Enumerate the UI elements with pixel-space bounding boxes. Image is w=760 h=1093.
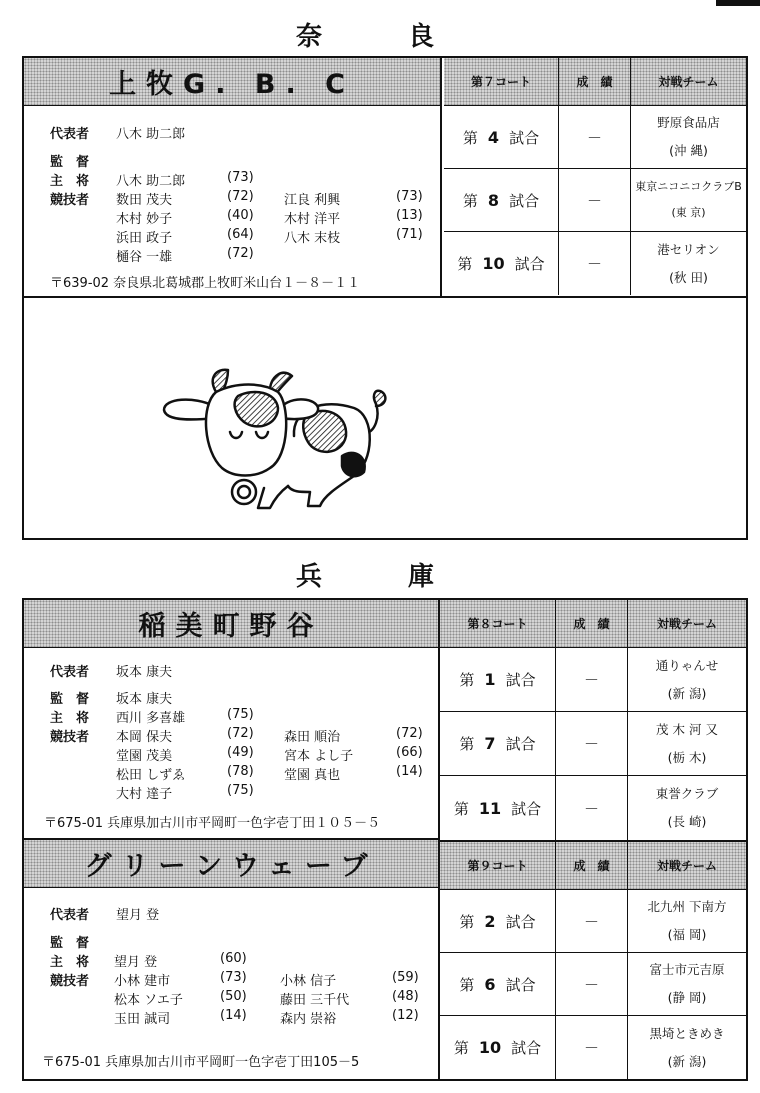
captain-label: 主 将 [50,955,90,970]
captain-age: (60) [220,951,247,966]
opponent-team: 東誉クラブ (長 崎) [655,786,719,829]
captain-age: (75) [227,707,254,722]
team-card-kanmaki [24,58,442,296]
match-schedule-court-9 [440,840,746,1079]
player-age: (14) [396,764,423,779]
player-name: 松田 しずゑ [116,768,186,783]
player-age: (48) [392,989,419,1004]
match-number: 第 8 試合 [444,169,559,231]
opponent-team: 港セリオン (秋 田) [657,241,720,285]
court-label: 第７コート [444,58,559,105]
captain-name: 八木 助二郎 [116,174,186,189]
player-age: (49) [227,745,254,760]
match-result: － [556,953,628,1015]
player-name: 玉田 誠司 [114,1012,171,1027]
schedule-header [444,58,746,106]
player-name: 藤田 三千代 [280,993,350,1008]
player-age: (78) [227,764,254,779]
match-schedule-court-8 [440,600,746,840]
player-name: 小林 信子 [280,974,337,989]
captain-label: 主 将 [50,711,90,726]
team-address: 〒675-01 兵庫県加古川市平岡町一色字壱丁田１０５－５ [44,816,381,831]
match-result: － [556,776,628,840]
player-name: 森内 崇裕 [280,1012,337,1027]
result-header: 成 績 [556,600,628,647]
player-age: (14) [220,1008,247,1023]
player-age: (66) [396,745,423,760]
match-result: － [556,890,628,952]
match-number: 第 10 試合 [440,1016,556,1079]
player-name: 大村 達子 [116,787,173,802]
opponent-header: 対戦チーム [656,859,717,873]
match-result: － [556,712,628,775]
captain-name: 西川 多喜雄 [116,711,186,726]
players-label: 競技者 [50,974,90,989]
player-age: (59) [392,970,419,985]
match-number: 第 10 試合 [444,232,559,295]
match-result: － [556,1016,628,1079]
prefecture-title-hyogo: 兵 庫 [295,562,464,592]
opponent-team: 黒埼ときめき (新 潟) [649,1025,725,1069]
corner-mark [716,0,760,6]
match-number: 第 4 試合 [444,106,559,168]
match-row [440,953,746,1016]
court-label: 第８コート [440,600,556,647]
cow-illustration-panel [22,296,748,540]
cow-icon [24,296,746,538]
player-name: 松本 ソエ子 [114,993,183,1008]
player-age: (13) [396,208,423,223]
team-card-green-wave [24,840,440,1079]
match-row [444,169,746,232]
player-name: 堂園 真也 [284,768,341,783]
player-name: 浜田 政子 [116,231,173,246]
opponent-team: 東京ニコニコクラブB (東 京) [635,180,742,219]
player-age: (12) [392,1008,419,1023]
opponent-team: 通りゃんせ (新 潟) [655,657,719,701]
coach-label: 監 督 [50,155,90,170]
match-schedule-court-7 [444,58,746,295]
match-result: － [559,169,631,231]
match-row [440,776,746,840]
match-result: － [556,648,628,711]
result-header: 成 績 [556,842,628,889]
player-name: 江良 利興 [284,193,341,208]
schedule-header [440,600,746,648]
opponent-header: 対戦チーム [658,75,719,89]
team-name-banner: 上牧G. B. C [24,58,440,106]
rep-name: 八木 助二郎 [116,127,186,142]
player-name: 小林 建市 [114,974,171,989]
player-name: 木村 妙子 [116,212,173,227]
player-name: 本岡 保夫 [116,730,173,745]
player-age: (40) [227,208,254,223]
match-number: 第 11 試合 [440,776,556,840]
player-name: 堂園 茂美 [116,749,173,764]
team-address: 〒675-01 兵庫県加古川市平岡町一色字壱丁田105－5 [42,1055,360,1070]
match-row [440,712,746,776]
player-age: (71) [396,227,423,242]
match-row [440,1016,746,1079]
match-result: － [559,106,631,168]
match-number: 第 7 試合 [440,712,556,775]
match-number: 第 2 試合 [440,890,556,952]
schedule-header [440,842,746,890]
result-header: 成 績 [559,58,631,105]
team-card-inami [24,600,440,840]
rep-name: 坂本 康夫 [116,665,173,680]
players-label: 競技者 [50,730,90,745]
player-age: (72) [227,726,254,741]
match-row [444,232,746,295]
match-row [440,890,746,953]
opponent-header: 対戦チーム [656,617,717,631]
player-age: (72) [396,726,423,741]
player-age: (73) [220,970,247,985]
captain-label: 主 将 [50,174,90,189]
opponent-team: 富士市元吉原 (静 岡) [649,962,725,1005]
match-number: 第 6 試合 [440,953,556,1015]
rep-label: 代表者 [50,908,90,923]
coach-label: 監 督 [50,936,90,951]
player-age: (72) [227,189,254,204]
player-age: (73) [396,189,423,204]
opponent-team: 野原食品店 (沖 縄) [657,115,720,158]
player-age: (72) [227,246,254,261]
nara-section [22,56,748,298]
player-name: 数田 茂夫 [116,193,173,208]
player-name: 宮本 よし子 [284,749,354,764]
captain-age: (73) [227,170,254,185]
coach-name: 坂本 康夫 [116,692,173,707]
match-row [444,106,746,169]
player-age: (64) [227,227,254,242]
team-address: 〒639-02 奈良県北葛城郡上牧町米山台１－８－１１ [50,276,361,291]
player-name: 木村 洋平 [284,212,341,227]
player-name: 八木 末枝 [284,231,341,246]
match-number: 第 1 試合 [440,648,556,711]
player-name: 樋谷 一雄 [116,250,173,265]
match-row [440,648,746,712]
player-age: (50) [220,989,247,1004]
captain-name: 望月 登 [114,955,158,970]
hyogo-section [22,598,748,1081]
coach-label: 監 督 [50,692,90,707]
team-name-banner: 稲美町野谷 [24,600,438,648]
prefecture-title-nara: 奈 良 [295,22,464,52]
court-label: 第９コート [440,842,556,889]
rep-name: 望月 登 [116,908,160,923]
match-result: － [559,232,631,295]
rep-label: 代表者 [50,127,90,142]
team-name-banner: グリーンウェーブ [24,840,438,888]
players-label: 競技者 [50,193,90,208]
player-name: 森田 順治 [284,730,341,745]
opponent-team: 北九州 下南方 (福 岡) [647,899,727,942]
player-age: (75) [227,783,254,798]
rep-label: 代表者 [50,665,90,680]
opponent-team: 茂 木 河 又 (栃 木) [656,721,718,765]
